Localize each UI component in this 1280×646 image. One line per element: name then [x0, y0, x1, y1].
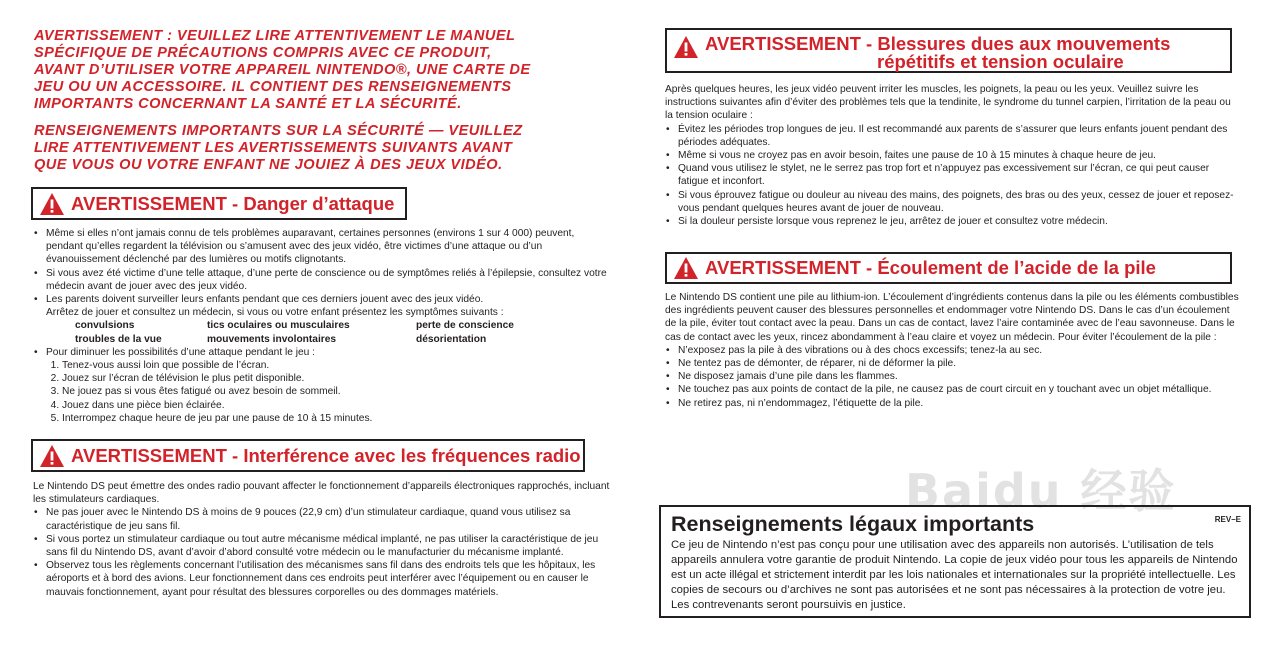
battery-section-body [665, 291, 1240, 410]
safety-info-heading: RENSEIGNEMENTS IMPORTANTS SUR LA SÉCURITÉ — VEUILLEZ LIRE ATTENTIVEMENT LES AVERTISSEMENTS SUIVANTS AVANT QUE VOUS OU VOTRE ENFANT NE JOUIEZ À DES JEUX VIDÉO. [34, 123, 523, 173]
list-item: • Même si elles n’ont jamais connu de tels problèmes auparavant, certaines personnes (environs 1 sur 4 000) peuvent, pendant qu’elles regardent la télévision ou s’amusent avec des jeux vidéo, être victimes d’une attaque ou d’un évanouissement déclenché par des lumières ou motifs clignotants. [33, 227, 613, 267]
rsi-section-body [665, 83, 1240, 228]
seizure-section-body [33, 227, 613, 425]
symptoms-table [75, 319, 514, 345]
battery-warning-title: AVERTISSEMENT - Écoulement de l’acide de la pile [705, 257, 1156, 278]
baidu-watermark: Baidu 经验 [905, 464, 1177, 518]
list-item: • Ne disposez jamais d’une pile dans les flammes. [665, 370, 1240, 383]
step-item: 4. Jouez dans une pièce bien éclairée. [62, 399, 613, 412]
warning-triangle-icon [39, 444, 65, 468]
warning-triangle-icon [673, 35, 699, 59]
symptom: perte de conscience [416, 320, 514, 332]
revision-code: REV–E [1214, 515, 1241, 524]
list-item: • Si vous éprouvez fatigue ou douleur au niveau des mains, des poignets, des bras ou des yeux, cessez de jouer et reposez-vous pendant quelques heures avant de jouer de nouveau. [665, 189, 1240, 215]
symptom: tics oculaires ou musculaires [207, 320, 350, 332]
rsi-title-line2: répétitifs et tension oculaire [877, 51, 1124, 72]
battery-warning-header [665, 252, 1232, 284]
seizure-warning-title: AVERTISSEMENT - Danger d’attaque [71, 192, 395, 214]
symptom: troubles de la vue [75, 333, 162, 345]
symptom: convulsions [75, 320, 135, 332]
list-item: • Quand vous utilisez le stylet, ne le serrez pas trop fort et n’appuyez pas excessivement sur l’écran, ce qui peut causer fatigue et inconfort. [665, 162, 1240, 188]
intro-warning: AVERTISSEMENT : VEUILLEZ LIRE ATTENTIVEMENT LE MANUEL SPÉCIFIQUE DE PRÉCAUTIONS COMPRIS AVEC CE PRODUIT, AVANT D’UTILISER VOTRE APPAREIL NINTENDO®, UNE CARTE DE JEU OU UN ACCESSOIRE. IL CONTIENT DES RENSEIGNEMENTS IMPORTANTS CONCERNANT LA SANTÉ ET LA SÉCURITÉ. [34, 28, 531, 112]
list-item: • Si vous portez un stimulateur cardiaque ou tout autre mécanisme médical implanté, ne pas utiliser la caractéristique de jeu sans fil du Nintendo DS, avant d’avoir d’abord consulté votre médecin ou le manufacturier du mécanisme implanté. [33, 533, 611, 559]
list-item: • Pour diminuer les possibilités d’une attaque pendant le jeu : [33, 346, 613, 359]
seizure-steps [33, 359, 613, 425]
radio-intro: Le Nintendo DS peut émettre des ondes radio pouvant affecter le fonctionnement d’appareils électroniques rapprochés, incluant les stimulateurs cardiaques. [33, 481, 610, 506]
step-item: 3. Ne jouez pas si vous êtes fatigué ou avez besoin de sommeil. [62, 385, 613, 398]
radio-warning-title: AVERTISSEMENT - Interférence avec les fréquences radio [71, 444, 581, 466]
left-column [34, 28, 624, 174]
step-item: 1. Tenez-vous aussi loin que possible de l’écran. [62, 359, 613, 372]
list-item: • Observez tous les règlements concernant l’utilisation des mécanismes sans fil dans des endroits tels que les hôpitaux, les aéroports et à bord des avions. Leur fonctionnement dans ces endroits peut interférer avec l’équipement ou en causer le mauvais fonctionnement, ayant pour résultat des blessures corporelles ou des dommages matériels. [33, 559, 611, 599]
list-item-line: • Les parents doivent surveiller leurs enfants pendant que ces derniers jouent avec des jeux vidéo. [46, 294, 484, 306]
list-item: • Si vous avez été victime d’une telle attaque, d’une perte de conscience ou de symptômes reliés à l’épilepsie, consultez votre médecin avant de jouer avec des jeux vidéo. [33, 267, 613, 293]
legal-info-box [659, 505, 1251, 618]
list-item: • Ne tentez pas de démonter, de réparer, ni de déformer la pile. [665, 357, 1240, 370]
list-item [33, 293, 613, 319]
radio-section-body [33, 480, 611, 599]
list-item: • Même si vous ne croyez pas en avoir besoin, faites une pause de 10 à 15 minutes à chaque heure de jeu. [665, 149, 1240, 162]
battery-intro: Le Nintendo DS contient une pile au lithium-ion. L’écoulement d’ingrédients contenus dans la pile ou les éléments combustibles des ingrédients peuvent causer des blessures personnelles et endommager votre Nintendo DS. Dans le cas d’un écoulement de la pile, éviter tout contact avec la peau. Dans un cas de contact, lavez l’aire contaminée avec de l’eau savonneuse. Dans le cas de contact avec les yeux, rincez abondamment à l’eau claire et voyez un médecin. Pour éviter l’écoulement de la pile : [665, 292, 1239, 343]
list-item: • Ne retirez pas, ni n’endommagez, l’étiquette de la pile. [665, 397, 1240, 410]
list-item: • Évitez les périodes trop longues de jeu. Il est recommandé aux parents de s’assurer que leurs enfants jouent pendant des périodes adéquates. [665, 123, 1240, 149]
list-item: • N’exposez pas la pile à des vibrations ou à des chocs excessifs; tenez-la au sec. [665, 344, 1240, 357]
symptom: désorientation [416, 333, 487, 345]
warning-triangle-icon [39, 192, 65, 216]
list-item-line: Arrêtez de jouer et consultez un médecin, si vous ou votre enfant présentez les symptômes suivants : [46, 307, 504, 319]
rsi-warning-title [705, 35, 1170, 71]
radio-warning-header [31, 439, 585, 472]
rsi-warning-header [665, 28, 1232, 73]
legal-text: Ce jeu de Nintendo n’est pas conçu pour une utilisation avec des appareils non autorisés. L’utilisation de tels appareils annulera votre garantie de produit Nintendo. La copie de jeux vidéo pour tous les appareils de Nintendo est un acte illégal et strictement interdit par les lois nationales et internationales sur la propriété intellectuelle. Les copies de secours ou d’archives ne sont pas autorisées et ne sont pas nécessaires à la protection de votre jeu. Les contrevenants seront poursuivis en justice. [671, 539, 1238, 611]
seizure-warning-header [31, 187, 407, 220]
list-item: • Si la douleur persiste lorsque vous reprenez le jeu, arrêtez de jouer et consultez votre médecin. [665, 215, 1240, 228]
rsi-intro: Après quelques heures, les jeux vidéo peuvent irriter les muscles, les poignets, la peau ou les yeux. Veuillez suivre les instructions suivantes afin d’éviter des problèmes tels que la tendinite, le syndrome du tunnel carpien, l’irritation de la peau ou la tension oculaire : [665, 84, 1231, 122]
step-item: 5. Interrompez chaque heure de jeu par une pause de 10 à 15 minutes. [62, 412, 613, 425]
rsi-title-line1: AVERTISSEMENT - Blessures dues aux mouvements [705, 33, 1171, 54]
legal-title: Renseignements légaux importants [671, 512, 1035, 536]
step-item: 2. Jouez sur l’écran de télévision le plus petit disponible. [62, 372, 613, 385]
list-item: • Ne touchez pas aux points de contact de la pile, ne causez pas de court circuit en y touchant avec un objet métallique. [665, 383, 1240, 396]
symptom: mouvements involontaires [207, 333, 337, 345]
list-item: • Ne pas jouer avec le Nintendo DS à moins de 9 pouces (22,9 cm) d’un stimulateur cardiaque, quand vous utilisez sa caractéristique de jeu sans fil. [33, 506, 611, 532]
warning-triangle-icon [673, 256, 699, 280]
